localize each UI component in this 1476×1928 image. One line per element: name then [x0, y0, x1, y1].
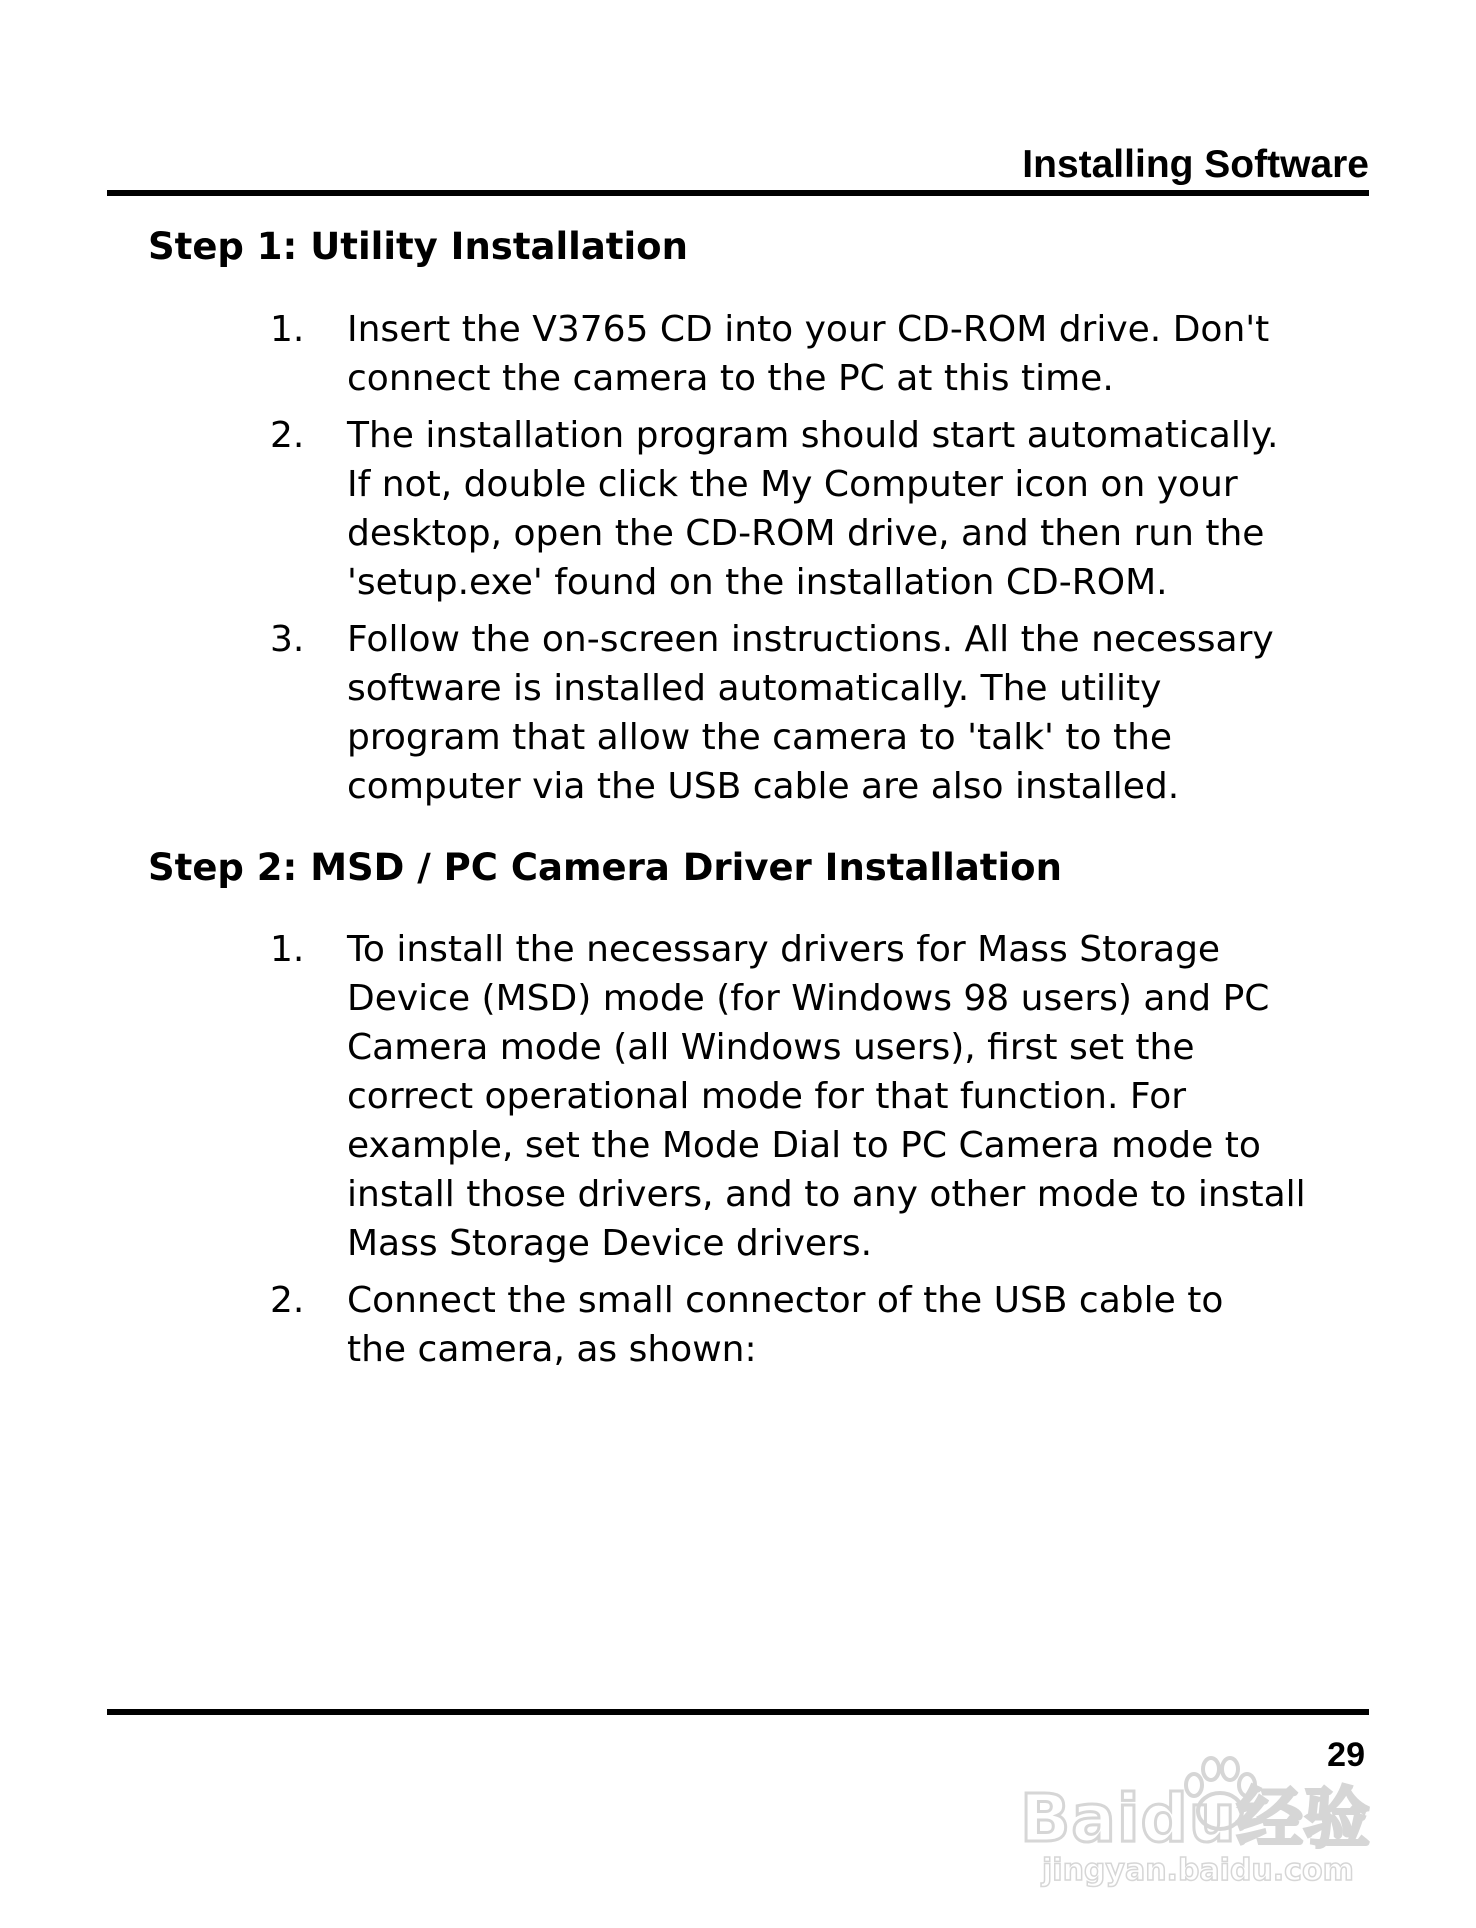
- list-item: [270, 925, 1370, 1268]
- step-number: 3.: [270, 619, 305, 660]
- step-number: 2.: [270, 1280, 305, 1321]
- step-text: Follow the on-screen instructions. All the necessary software is installed automatically. The utility program that allow the camera to 'talk' to the computer via the USB cable are also installed.: [347, 619, 1274, 807]
- step-text: Insert the V3765 CD into your CD-ROM drive. Don't connect the camera to the PC at this time.: [347, 309, 1270, 399]
- watermark-url: jingyan.baidu.com: [1042, 1853, 1354, 1888]
- step-2-list: [270, 925, 1370, 1382]
- step-text: To install the necessary drivers for Mass Storage Device (MSD) mode (for Windows 98 users) and PC Camera mode (all Windows users), first set the correct operational mode for that function. For example, set the Mode Dial to PC Camera mode to install those drivers, and to any other mode to install Mass Storage Device drivers.: [347, 929, 1306, 1264]
- list-item: [270, 411, 1370, 607]
- step-text: The installation program should start automatically. If not, double click the My Computer icon on your desktop, open the CD-ROM drive, and then run the 'setup.exe' found on the installation CD-ROM.: [347, 415, 1279, 603]
- header-title: Installing Software: [1022, 143, 1369, 186]
- list-item: [270, 305, 1370, 403]
- footer-rule: [107, 1709, 1369, 1715]
- step-1-list: [270, 305, 1370, 819]
- header-rule: [107, 190, 1369, 196]
- section-heading-step-2: Step 2: MSD / PC Camera Driver Installation: [148, 846, 1062, 889]
- paw-icon: [1170, 1745, 1270, 1845]
- step-number: 2.: [270, 415, 305, 456]
- step-number: 1.: [270, 309, 305, 350]
- list-item: [270, 1276, 1370, 1374]
- step-number: 1.: [270, 929, 305, 970]
- baidu-watermark: [1020, 1745, 1440, 1895]
- section-heading-step-1: Step 1: Utility Installation: [148, 225, 688, 268]
- step-text: Connect the small connector of the USB cable to the camera, as shown:: [347, 1280, 1224, 1370]
- list-item: [270, 615, 1370, 811]
- watermark-brand: Baidu经验: [1020, 1780, 1371, 1857]
- page-number: 29: [1327, 1736, 1365, 1774]
